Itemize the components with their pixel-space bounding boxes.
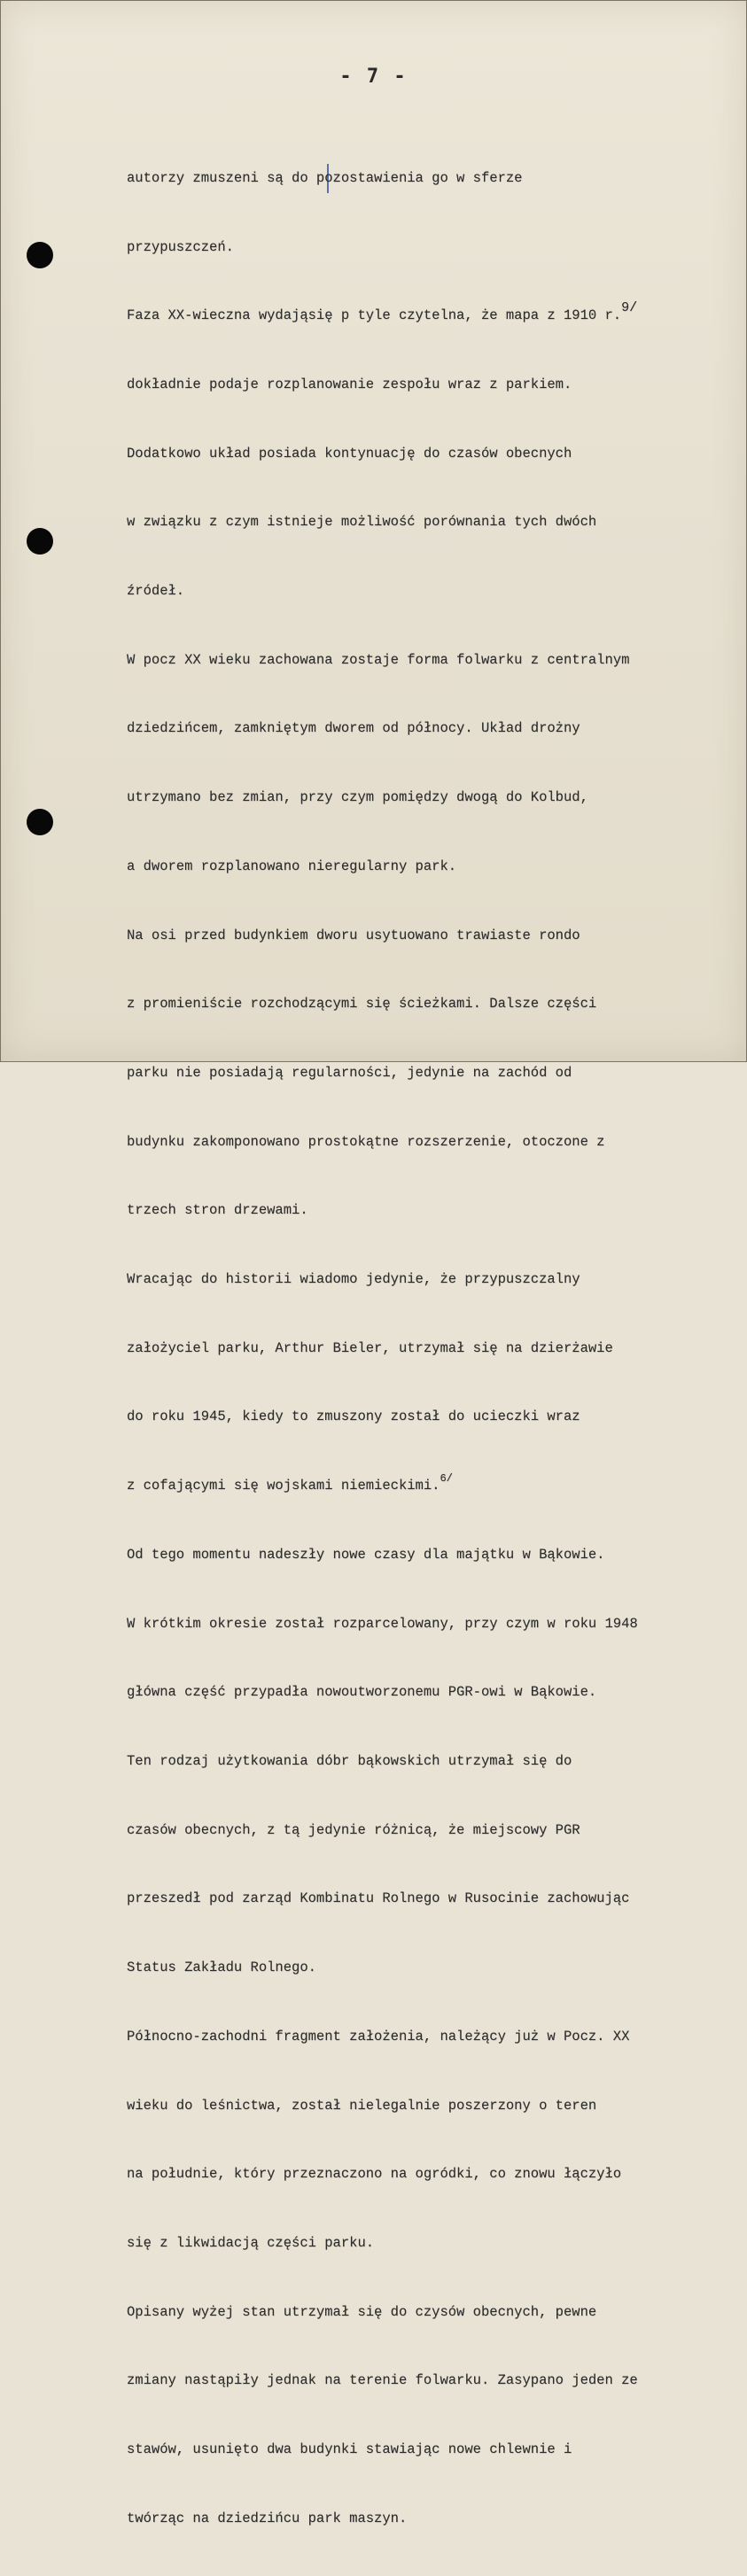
text-line: źródeł.	[127, 583, 185, 600]
text-line: Wracając do historii wiadomo jedynie, że przypuszczalny	[127, 1271, 580, 1288]
text-line: Na osi przed budynkiem dworu usytuowano trawiaste rondo	[127, 927, 580, 943]
footnote-marker: 6/	[440, 1472, 453, 1486]
text-line: się z likwidacją części parku.	[127, 2234, 375, 2251]
text-line: na południe, który przeznaczono na ogródki, co znowu łączyło	[127, 2166, 622, 2183]
text-line: w związku z czym istnieje możliwość porównania tych dwóch	[127, 514, 597, 531]
text-line: twórząc na dziedzińcu park maszyn.	[127, 2510, 408, 2526]
text-line: trzech stron drzewami.	[127, 1202, 308, 1219]
punch-hole	[27, 528, 53, 555]
punch-hole	[27, 809, 53, 835]
text-line: autorzy zmuszeni są do pozostawienia go w sferze	[127, 169, 523, 186]
text-line: dziedzińcem, zamkniętym dworem od północy. Układ drożny	[127, 720, 580, 737]
text-line: W krótkim okresie został rozparcelowany, przy czym w roku 1948	[127, 1615, 638, 1632]
text-line: główna część przypadła nowoutworzonemu PGR-owi w Bąkowie.	[127, 1684, 597, 1701]
text-line: Opisany wyżej stan utrzymał się do czysów obecnych, pewne	[127, 2303, 597, 2320]
punch-hole	[27, 242, 53, 268]
text-line: a dworem rozplanowano nieregularny park.	[127, 857, 457, 874]
text-line: wieku do leśnictwa, został nielegalnie poszerzony o teren	[127, 2097, 597, 2114]
text-line: z promieniście rozchodzącymi się ścieżkami. Dalsze części	[127, 996, 597, 1013]
text-line: budynku zakomponowano prostokątne rozszerzenie, otoczone z	[127, 1133, 605, 1150]
text-line: z cofającymi się wojskami niemieckimi.$^{6/}$	[127, 1472, 453, 1494]
footnote-marker: 9/	[621, 300, 638, 316]
text-line: zmiany nastąpiły jednak na terenie folwarku. Zasypano jeden ze	[127, 2372, 638, 2389]
body-text	[127, 121, 712, 2576]
text-line: Status Zakładu Rolnego.	[127, 1959, 316, 1976]
text-line: W pocz XX wieku zachowana zostaje forma folwarku z centralnym	[127, 651, 630, 668]
page-number: - 7 -	[339, 66, 408, 88]
text-line: przypuszczeń.	[127, 238, 234, 255]
text-line: stawów, usunięto dwa budynki stawiając nowe chlewnie i	[127, 2441, 572, 2458]
text-line: Faza XX-wieczna wydająsię p tyle czytelna, że mapa z 1910 r.9/	[127, 300, 638, 324]
text-line: dokładnie podaje rozplanowanie zespołu wraz z parkiem.	[127, 376, 572, 392]
text-line: Od tego momentu nadeszły nowe czasy dla majątku w Bąkowie.	[127, 1546, 605, 1563]
text-line: utrzymano bez zmian, przy czym pomiędzy dwogą do Kolbud,	[127, 789, 588, 806]
text-line: czasów obecnych, z tą jedynie różnicą, że miejscowy PGR	[127, 1821, 580, 1838]
text-line: do roku 1945, kiedy to zmuszony został do ucieczki wraz	[127, 1408, 580, 1425]
text-line: parku nie posiadają regularności, jedynie na zachód od	[127, 1064, 572, 1081]
text-line: Ten rodzaj użytkowania dóbr bąkowskich utrzymał się do	[127, 1752, 572, 1769]
text-line: Dodatkowo układ posiada kontynuację do czasów obecnych	[127, 445, 572, 462]
text-line: przeszedł pod zarząd Kombinatu Rolnego w Rusocinie zachowując	[127, 1890, 630, 1907]
text-line: Północno-zachodni fragment założenia, należący już w Pocz. XX	[127, 2028, 630, 2045]
text-line: założyciel parku, Arthur Bieler, utrzymał się na dzierżawie	[127, 1339, 613, 1356]
